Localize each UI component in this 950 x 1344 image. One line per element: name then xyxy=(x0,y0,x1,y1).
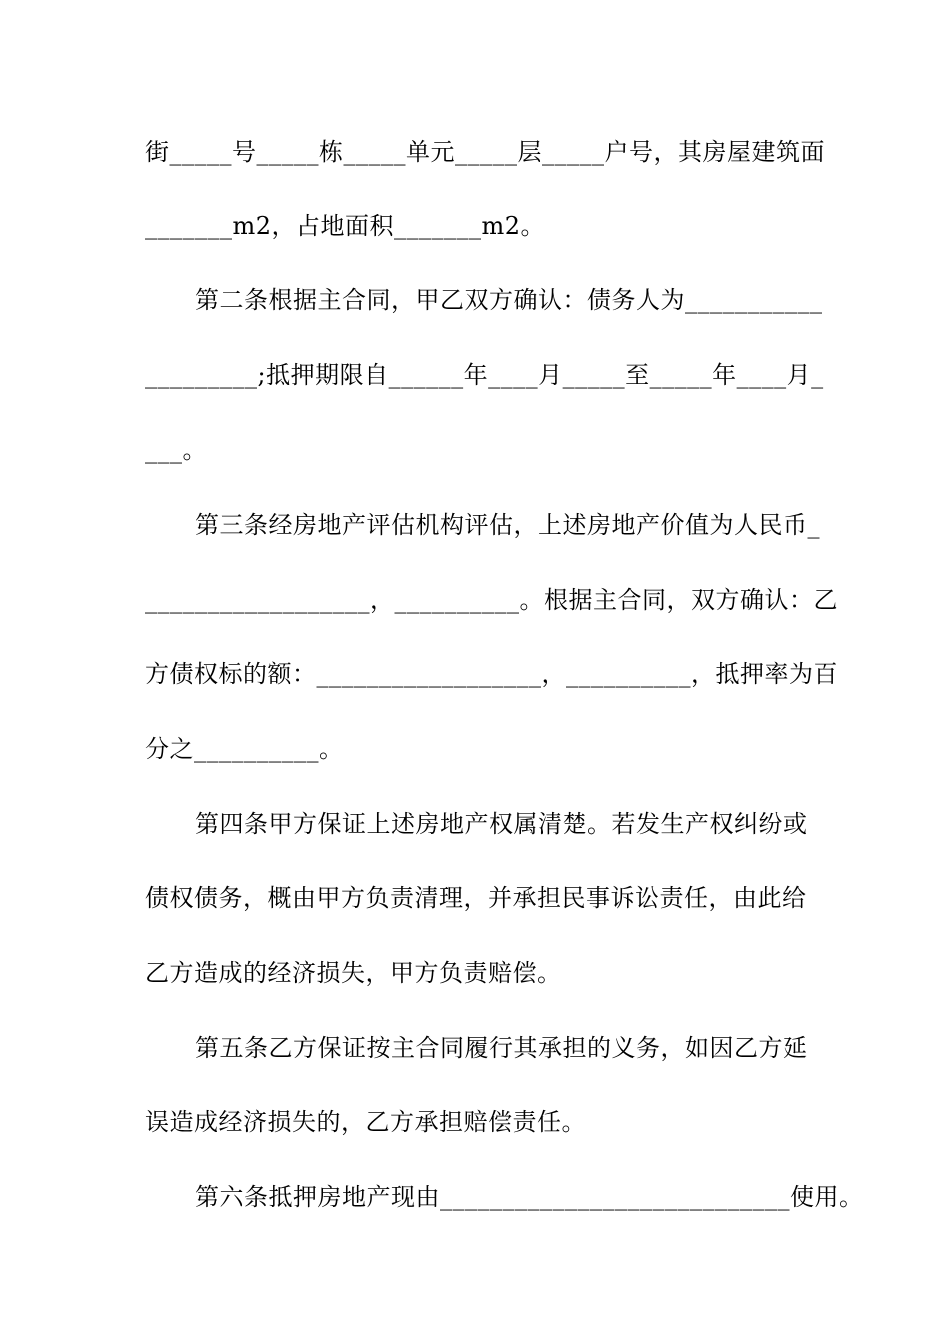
text-line-9: 分之__________。 xyxy=(145,735,344,763)
text-line-14: 误造成经济损失的，乙方承担赔偿责任。 xyxy=(145,1108,586,1136)
text-line-4: _________;抵押期限自______年____月_____至_____年____月_ xyxy=(145,361,824,389)
article-4-first-line: 第四条甲方保证上述房地产权属清楚。若发生产权纠纷或 xyxy=(195,810,808,838)
text-line-11: 债权债务，概由甲方负责清理，并承担民事诉讼责任，由此给 xyxy=(145,884,807,912)
article-6-first-line: 第六条抵押房地产现由____________________________使用。 xyxy=(195,1183,864,1211)
text-line-1: 街_____号_____栋_____单元_____层_____户号，其房屋建筑面 xyxy=(145,138,825,166)
article-5-first-line: 第五条乙方保证按主合同履行其承担的义务，如因乙方延 xyxy=(195,1034,808,1062)
text-line-8: 方债权标的额：__________________，__________，抵押率为百 xyxy=(145,660,838,688)
text-line-7: __________________，__________。根据主合同，双方确认：乙 xyxy=(145,586,838,614)
text-line-12: 乙方造成的经济损失，甲方负责赔偿。 xyxy=(145,959,562,987)
text-line-5: ___。 xyxy=(145,436,207,464)
text-line-2: _______m2，占地面积_______m2。 xyxy=(145,212,546,240)
article-2-first-line: 第二条根据主合同，甲乙双方确认：债务人为___________ xyxy=(195,286,823,314)
article-3-first-line: 第三条经房地产评估机构评估，上述房地产价值为人民币_ xyxy=(195,511,820,539)
